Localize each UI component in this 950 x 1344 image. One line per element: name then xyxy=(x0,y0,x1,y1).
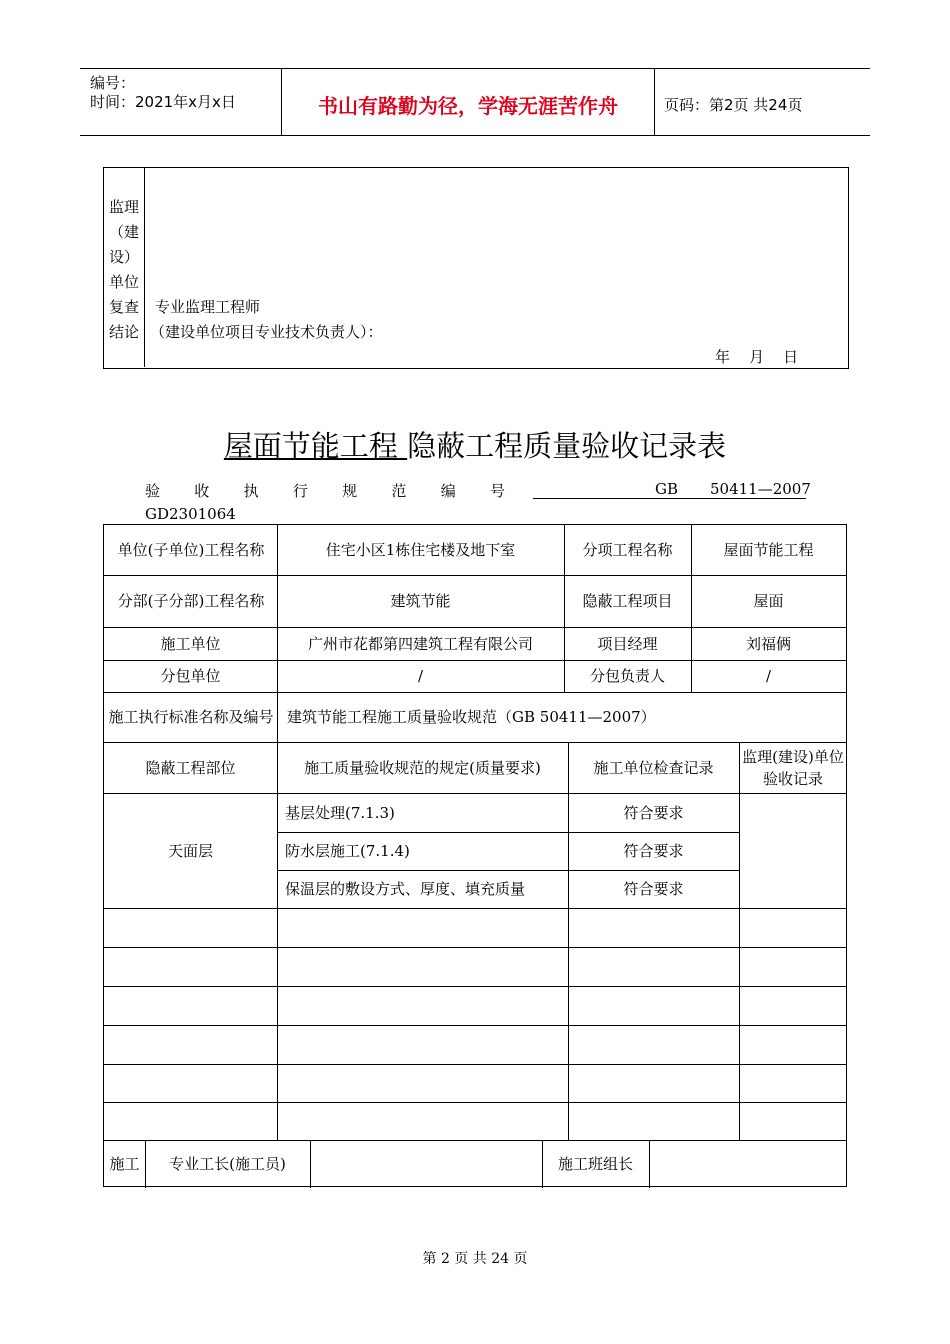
supervision-date: 年 月 日 xyxy=(715,348,799,366)
footer-foreman: 专业工长(施工员) xyxy=(169,1155,286,1173)
standard-label-char: 范 xyxy=(391,482,407,500)
check-cell: 符合要求 xyxy=(623,880,684,898)
document-code: GD2301064 xyxy=(145,505,236,523)
col-header-supervisor: 监理(建设)单位验收记录 xyxy=(742,747,844,788)
pm-label: 项目经理 xyxy=(597,634,658,653)
sub-item-label: 分项工程名称 xyxy=(582,541,673,559)
requirement-cell: 保温层的敷设方式、厚度、填充质量 xyxy=(285,880,526,898)
subcontractor-label: 分包单位 xyxy=(160,667,221,685)
standard-label-char: 验 xyxy=(145,482,161,500)
col-rule xyxy=(310,1140,311,1188)
header-bottom-rule xyxy=(80,135,870,136)
title-part-1: 屋面节能工程 xyxy=(223,429,408,463)
header-divider-left xyxy=(281,68,282,135)
col-header-location: 隐蔽工程部位 xyxy=(145,758,236,777)
division-label: 分部(子分部)工程名称 xyxy=(117,592,265,610)
requirement-cell: 防水层施工(7.1.4) xyxy=(285,842,410,860)
exec-std-value: 建筑节能工程施工质量验收规范（GB 50411—2007） xyxy=(287,708,656,726)
sub-lead-value: / xyxy=(765,667,772,685)
hidden-item-label: 隐蔽工程项目 xyxy=(582,592,673,610)
check-cell: 符合要求 xyxy=(623,803,684,822)
page-footer: 第 2 页 共 24 页 xyxy=(422,1251,528,1267)
pm-value: 刘福俩 xyxy=(745,634,791,653)
col-header-check: 施工单位检查记录 xyxy=(593,758,714,777)
inspection-table xyxy=(103,524,847,1187)
header-motto: 书山有路勤为径，学海无涯苦作舟 xyxy=(318,94,618,118)
row-rule xyxy=(104,1064,846,1065)
header-number: 编号： xyxy=(90,74,136,92)
standard-label-char: 号 xyxy=(489,482,505,500)
standard-label-char: 行 xyxy=(292,482,308,500)
standard-gb: GB xyxy=(655,480,679,498)
subcontractor-value: / xyxy=(417,667,424,685)
row-rule xyxy=(104,947,846,948)
supervision-label xyxy=(103,195,145,345)
col-rule xyxy=(649,1140,650,1188)
hidden-item-value: 屋面 xyxy=(753,592,784,610)
supervision-owner: （建设单位项目专业技术负责人）： xyxy=(150,323,383,341)
row-rule xyxy=(104,1025,846,1026)
standard-label-char: 执 xyxy=(243,482,259,500)
standard-number: 50411—2007 xyxy=(710,480,811,498)
header-divider-right xyxy=(654,68,655,135)
row-rule xyxy=(104,1102,846,1103)
page-title xyxy=(0,424,950,465)
footer-team-lead: 施工班组长 xyxy=(557,1155,633,1173)
supervision-engineer: 专业监理工程师 xyxy=(155,298,261,316)
title-part-2: 隐蔽工程质量验收记录表 xyxy=(407,429,727,463)
header-time: 时间：2021年x月x日 xyxy=(90,93,236,111)
exec-std-label: 施工执行标准名称及编号 xyxy=(108,708,274,726)
row-rule xyxy=(104,986,846,987)
sub-item-value: 屋面节能工程 xyxy=(723,541,814,559)
standard-label-char: 规 xyxy=(342,482,358,500)
supervision-label-line: 监理 xyxy=(108,198,139,216)
header-page: 页码：第2页 共24页 xyxy=(664,96,803,114)
standard-label-char: 编 xyxy=(440,482,456,500)
location-value: 天面层 xyxy=(167,841,213,860)
unit-project-value: 住宅小区1栋住宅楼及地下室 xyxy=(325,541,516,559)
footer-construction: 施工 xyxy=(109,1155,140,1173)
row-rule xyxy=(104,908,846,909)
col-rule xyxy=(277,692,278,742)
requirement-cell: 基层处理(7.1.3) xyxy=(285,803,395,822)
supervision-label-line: 复查 xyxy=(108,298,139,316)
contractor-value: 广州市花都第四建筑工程有限公司 xyxy=(307,634,533,653)
col-rule xyxy=(739,742,740,1140)
supervision-label-line: 结论 xyxy=(108,323,139,341)
supervision-label-line: （建 xyxy=(108,223,139,241)
sub-lead-label: 分包负责人 xyxy=(589,667,665,685)
standard-label xyxy=(145,480,505,501)
supervision-label-line: 设） xyxy=(108,248,139,266)
supervision-label-line: 单位 xyxy=(108,273,139,291)
division-value: 建筑节能 xyxy=(390,592,451,610)
check-cell: 符合要求 xyxy=(623,842,684,860)
unit-project-label: 单位(子单位)工程名称 xyxy=(117,541,265,559)
contractor-label: 施工单位 xyxy=(160,634,221,653)
col-header-requirement: 施工质量验收规范的规定(质量要求) xyxy=(304,758,541,777)
standard-label-char: 收 xyxy=(194,482,210,500)
header-top-rule xyxy=(80,68,870,69)
